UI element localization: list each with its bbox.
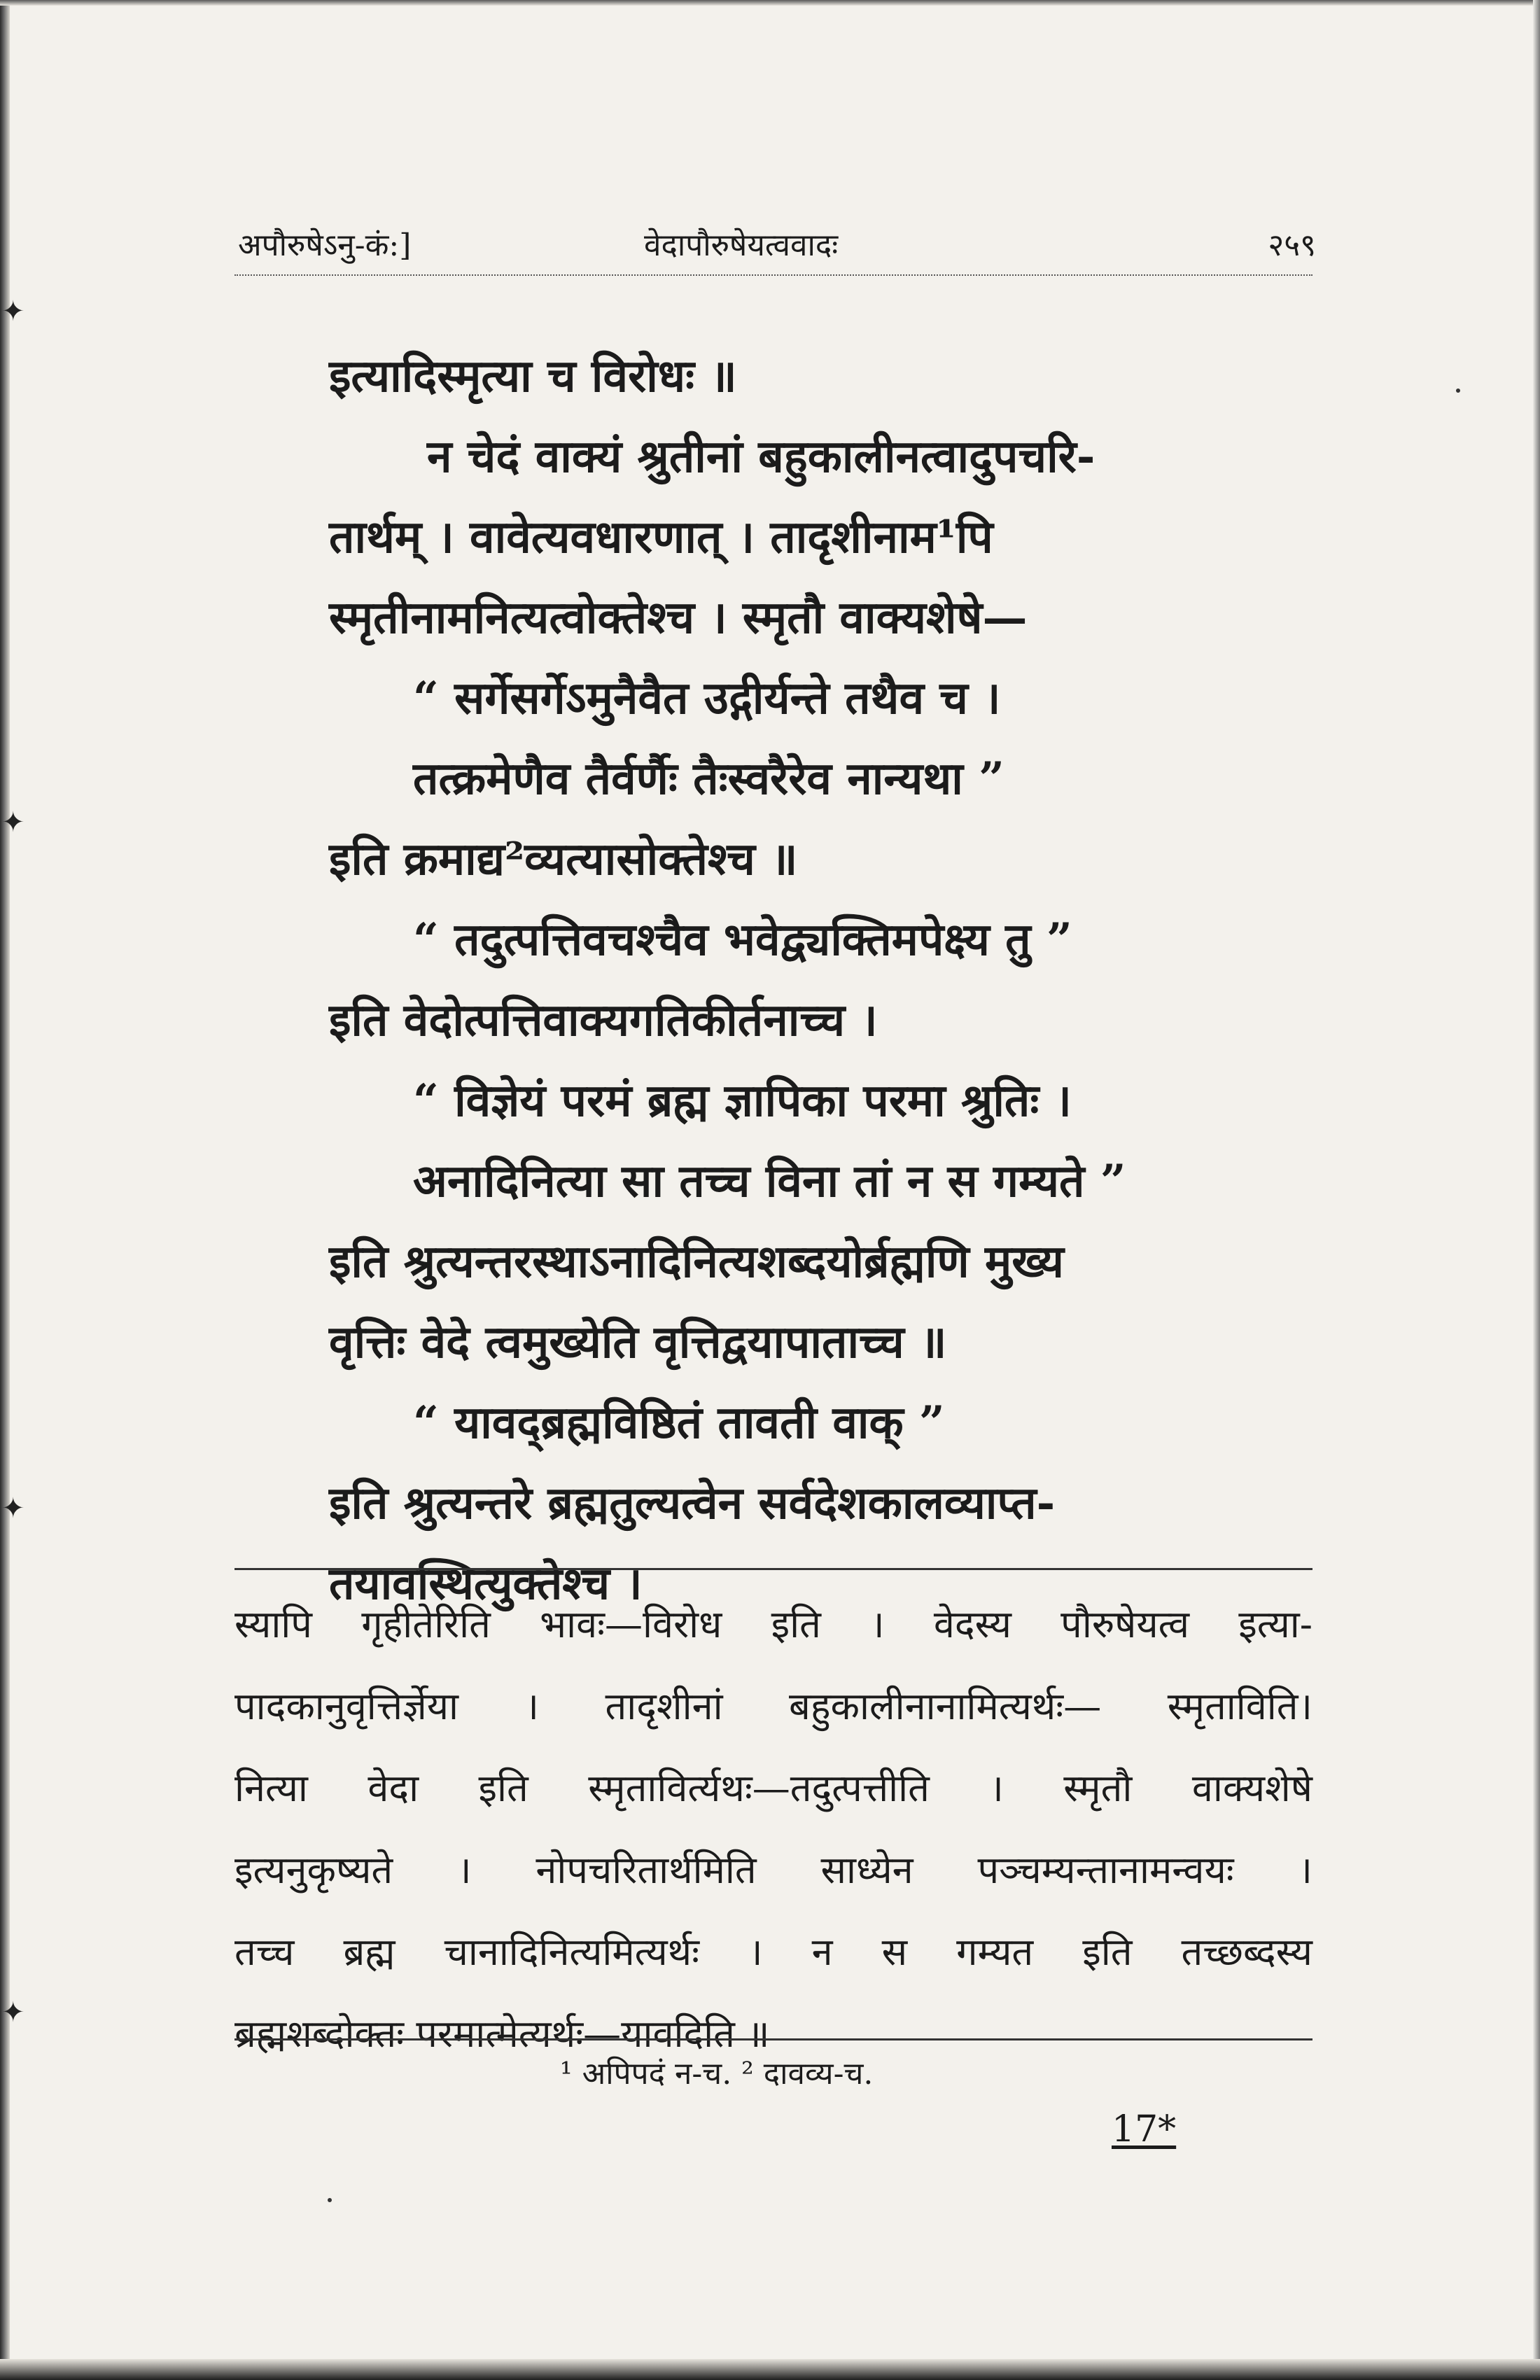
- verse-line: “ यावद्ब्रह्मविष्ठितं तावती वाक् ”: [413, 1396, 945, 1449]
- verse-line: “ विज्ञेयं परमं ब्रह्म ज्ञापिका परमा श्रुतिः ।: [413, 1074, 1072, 1127]
- page-bottom-edge: [0, 2359, 1540, 2380]
- page-number: २५९: [1268, 227, 1316, 263]
- main-line: इति क्रमाद्य²व्यत्यासोक्तेश्च ॥: [329, 833, 798, 886]
- binding-mark: ✦: [1, 806, 25, 839]
- header-rule: [234, 274, 1312, 283]
- commentary: [234, 1583, 1312, 2075]
- page-right-edge: [1533, 0, 1540, 2380]
- main-line: न चेदं वाक्यं श्रुतीनां बहुकालीनत्वादुपचरि-: [427, 430, 1096, 483]
- main-line: इति श्रुत्यन्तरस्थाऽनादिनित्यशब्दयोर्ब्रह्मणि मुख्य: [329, 1236, 1064, 1288]
- speck: [1456, 388, 1460, 393]
- binding-mark: ✦: [1, 1996, 25, 2029]
- page-top-edge: [0, 0, 1540, 6]
- commentary-line: इत्यनुकृष्यते । नोपचरितार्थमिति साध्येन पञ्चम्यन्तानामन्वयः ।: [234, 1848, 1312, 1892]
- commentary-rule: [234, 1568, 1312, 1570]
- verse-line: “ सर्गेसर्गेऽमुनैवैत उद्गीर्यन्ते तथैव च ।: [413, 672, 1001, 724]
- commentary-line: नित्या वेदा इति स्मृताविर्त्यथः—तदुत्पत्तीति । स्मृतौ वाक्यशेषे: [234, 1766, 1312, 1810]
- main-text: [329, 336, 1225, 1624]
- main-line: वृत्तिः वेदे त्वमुख्येति वृत्तिद्वयापाताच्च ॥: [329, 1316, 947, 1368]
- verse-line: अनादिनित्या सा तच्च विना तां न स गम्यते ”: [413, 1155, 1126, 1208]
- footnotes: ¹ अपिपदं न-च. ² दावव्य-च.: [560, 2056, 874, 2092]
- main-line: इति वेदोत्पत्तिवाक्यगतिकीर्तनाच्च ।: [329, 994, 878, 1046]
- footnote-rule: [234, 2038, 1312, 2040]
- running-head-title: वेदापौरुषेयत्ववादः: [644, 227, 839, 263]
- main-line: तयावस्थित्युक्तेश्च ।: [329, 1558, 643, 1610]
- commentary-line: स्यापि गृहीतेरिति भावः—विरोध इति । वेदस्य पौरुषेयत्व इत्या-: [234, 1602, 1312, 1646]
- verse-line: तत्क्रमेणैव तैर्वर्णैः तैःस्वरैरेव नान्यथा ”: [413, 752, 1004, 805]
- binding-mark: ✦: [1, 295, 25, 328]
- commentary-line: ब्रह्मशब्दोक्तः परमात्मेत्यर्थः—यावदिति ॥: [234, 2012, 770, 2056]
- speck: [328, 2198, 332, 2202]
- signature-mark: 17*: [1112, 2108, 1177, 2150]
- verse-line: “ तदुत्पत्तिवचश्चैव भवेद्व्यक्तिमपेक्ष्य तु ”: [413, 913, 1072, 966]
- main-line: इति श्रुत्यन्तरे ब्रह्मतुल्यत्वेन सर्वदेशकालव्याप्त-: [329, 1477, 1056, 1530]
- main-line: इत्यादिस्मृत्या च विरोधः ॥: [329, 350, 737, 402]
- main-line: तार्थम् । वावेत्यवधारणात् । तादृशीनाम¹पि: [329, 511, 993, 564]
- binding-mark: ✦: [1, 1492, 25, 1525]
- main-line: स्मृतीनामनित्यत्वोक्तेश्च । स्मृतौ वाक्यशेषे—: [329, 592, 1028, 644]
- running-head-section: अपौरुषेऽनु-कं:]: [238, 227, 412, 263]
- commentary-line: तच्च ब्रह्म चानादिनित्यमित्यर्थः । न स गम्यत इति तच्छब्दस्य: [234, 1930, 1312, 1974]
- commentary-line: पादकानुवृत्तिर्ज्ञेया । तादृशीनां बहुकालीनानामित्यर्थः— स्मृताविति।: [234, 1684, 1312, 1728]
- running-head: [231, 223, 1323, 272]
